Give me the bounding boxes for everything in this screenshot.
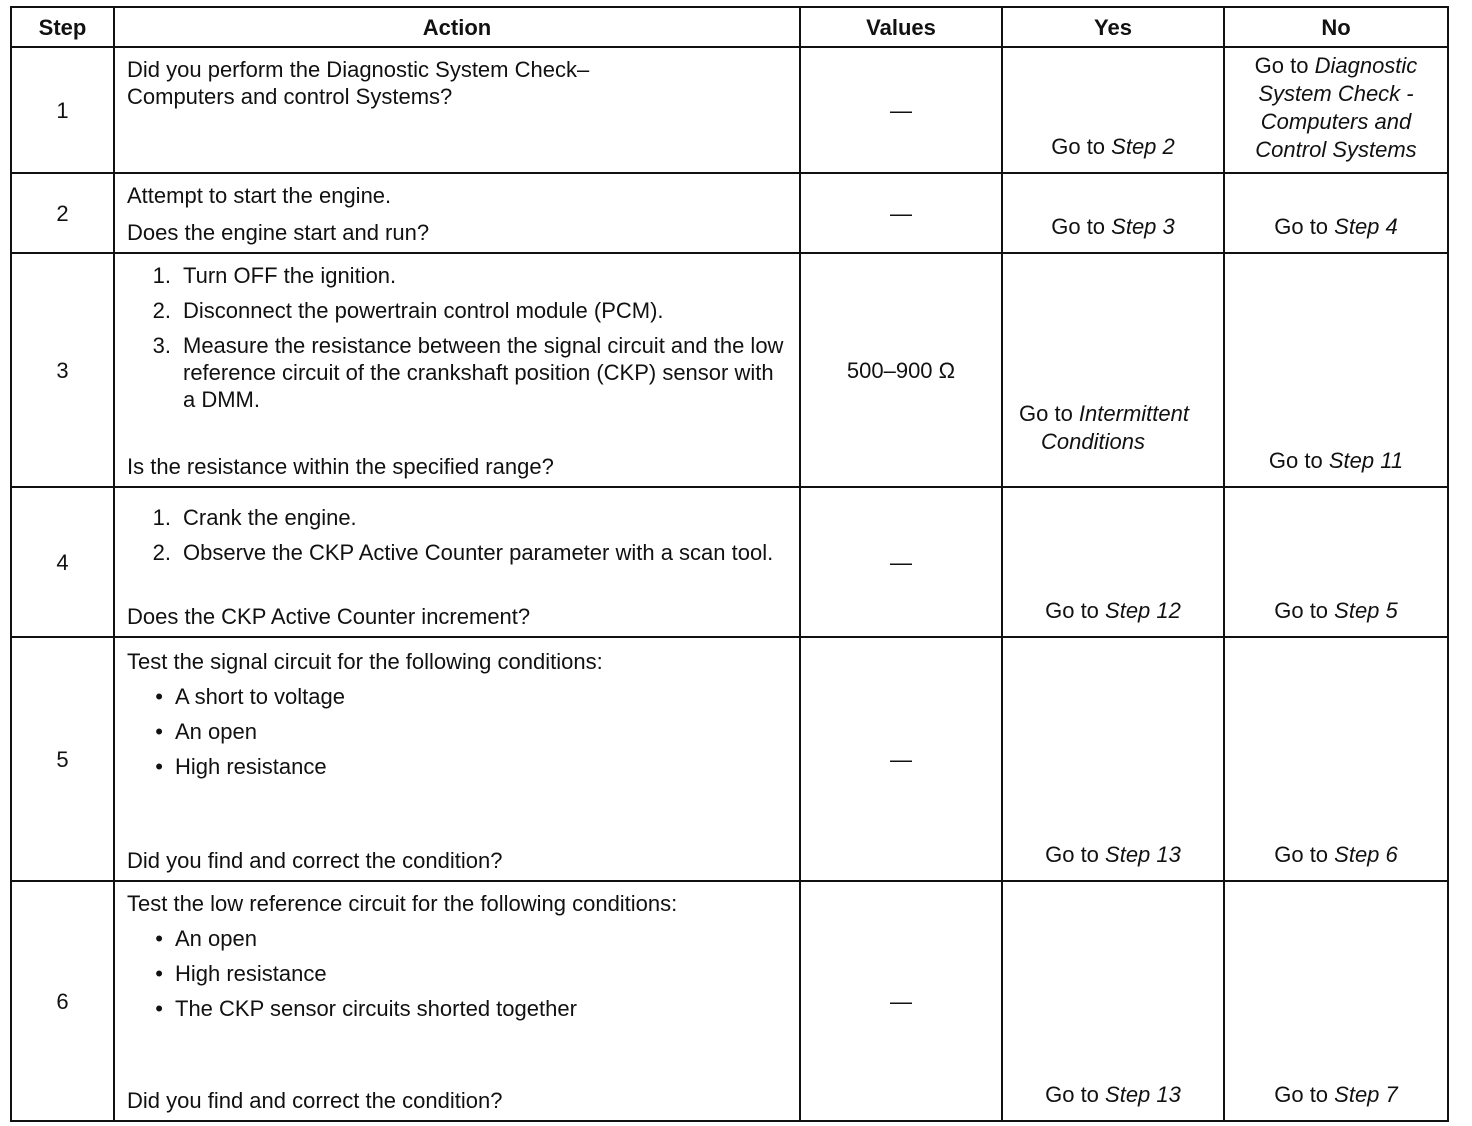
goto-link-diagnostic-system-check[interactable]: Diagnostic (1314, 53, 1418, 78)
goto-link-step-12[interactable]: Step 12 (1105, 598, 1181, 623)
numbered-list (127, 262, 789, 421)
header-action: Action (114, 7, 800, 47)
goto-prefix: Go to (1045, 1082, 1106, 1107)
goto-link-continued[interactable]: Conditions (1041, 429, 1145, 454)
table-row (11, 637, 1448, 881)
action-text: Test the signal circuit for the following conditions: (127, 649, 603, 674)
table-row (11, 487, 1448, 637)
list-item: • The CKP sensor circuits shorted together (155, 996, 577, 1021)
step-number: 4 (11, 487, 114, 637)
goto-prefix: Go to (1274, 598, 1335, 623)
goto-prefix: Go to (1268, 448, 1329, 473)
goto-prefix: Go to (1254, 53, 1315, 78)
values-cell: 500–900 Ω (800, 253, 1002, 487)
list-item: • High resistance (155, 961, 327, 986)
header-values: Values (800, 7, 1002, 47)
goto-link-intermittent-conditions[interactable]: Intermittent (1078, 401, 1189, 426)
question-text: Is the resistance within the specified range? (127, 454, 554, 479)
header-no: No (1224, 7, 1448, 47)
action-cell (114, 487, 800, 637)
list-item: 2. Disconnect the powertrain control module (PCM). (152, 298, 664, 323)
values-cell: — (800, 47, 1002, 173)
bullet-list (127, 683, 789, 788)
goto-link-step-6[interactable]: Step 6 (1334, 842, 1398, 867)
question-text: Did you find and correct the condition? (127, 1088, 503, 1113)
no-cell (1224, 47, 1448, 173)
goto-prefix: Go to (1045, 842, 1106, 867)
no-cell (1224, 253, 1448, 487)
table-row (11, 253, 1448, 487)
goto-link-step-4[interactable]: Step 4 (1334, 214, 1398, 239)
values-cell: — (800, 173, 1002, 253)
list-item: • An open (155, 719, 257, 744)
values-cell: — (800, 487, 1002, 637)
header-step: Step (11, 7, 114, 47)
diagnostic-table (10, 6, 1449, 1122)
list-item: • A short to voltage (155, 684, 345, 709)
no-cell (1224, 637, 1448, 881)
action-cell (114, 253, 800, 487)
step-number: 3 (11, 253, 114, 487)
yes-cell (1002, 881, 1224, 1121)
step-number: 1 (11, 47, 114, 173)
values-cell: — (800, 637, 1002, 881)
question-text: Does the engine start and run? (127, 220, 430, 245)
action-text: Attempt to start the engine. (127, 183, 392, 208)
step-number: 2 (11, 173, 114, 253)
yes-cell (1002, 47, 1224, 173)
question-text: Does the CKP Active Counter increment? (127, 604, 531, 629)
action-text: Test the low reference circuit for the following conditions: (127, 891, 678, 916)
yes-cell (1002, 637, 1224, 881)
action-cell (114, 637, 800, 881)
action-cell (114, 881, 800, 1121)
goto-link-continued[interactable]: Control Systems (1255, 137, 1417, 162)
yes-cell (1002, 173, 1224, 253)
goto-prefix: Go to (1274, 842, 1335, 867)
goto-link-continued[interactable]: System Check - (1258, 81, 1414, 106)
list-item: 1. Crank the engine. (152, 505, 357, 530)
table-row (11, 173, 1448, 253)
no-cell (1224, 173, 1448, 253)
step-number: 5 (11, 637, 114, 881)
action-text: Did you perform the Diagnostic System Check– (127, 57, 590, 82)
goto-link-step-2[interactable]: Step 2 (1111, 134, 1175, 159)
goto-link-step-3[interactable]: Step 3 (1111, 214, 1175, 239)
goto-link-step-13[interactable]: Step 13 (1105, 1082, 1181, 1107)
goto-link-step-13[interactable]: Step 13 (1105, 842, 1181, 867)
list-item: • An open (155, 926, 257, 951)
numbered-list (127, 504, 789, 574)
step-number: 6 (11, 881, 114, 1121)
values-cell: — (800, 881, 1002, 1121)
goto-prefix: Go to (1045, 598, 1106, 623)
goto-link-continued[interactable]: Computers and (1260, 109, 1412, 134)
header-row (11, 7, 1448, 47)
list-item: 3. Measure the resistance between the signal circuit and the low reference circuit of the crankshaft position (CKP) sensor with a DMM. (152, 333, 784, 412)
question-text: Did you find and correct the condition? (127, 848, 503, 873)
goto-prefix: Go to (1051, 214, 1112, 239)
bullet-list (127, 925, 789, 1030)
action-text: Computers and control Systems? (127, 84, 453, 109)
goto-link-step-5[interactable]: Step 5 (1334, 598, 1398, 623)
no-cell (1224, 881, 1448, 1121)
goto-prefix: Go to (1274, 214, 1335, 239)
list-item: 1. Turn OFF the ignition. (152, 263, 397, 288)
table-row (11, 881, 1448, 1121)
goto-prefix: Go to (1019, 401, 1079, 426)
yes-cell (1002, 253, 1224, 487)
yes-cell (1002, 487, 1224, 637)
list-item: 2. Observe the CKP Active Counter parameter with a scan tool. (152, 540, 774, 565)
goto-prefix: Go to (1051, 134, 1112, 159)
goto-link-step-7[interactable]: Step 7 (1334, 1082, 1398, 1107)
goto-prefix: Go to (1274, 1082, 1335, 1107)
no-cell (1224, 487, 1448, 637)
action-cell (114, 47, 800, 173)
table-row (11, 47, 1448, 173)
header-yes: Yes (1002, 7, 1224, 47)
list-item: • High resistance (155, 754, 327, 779)
action-cell (114, 173, 800, 253)
goto-link-step-11[interactable]: Step 11 (1328, 448, 1404, 473)
